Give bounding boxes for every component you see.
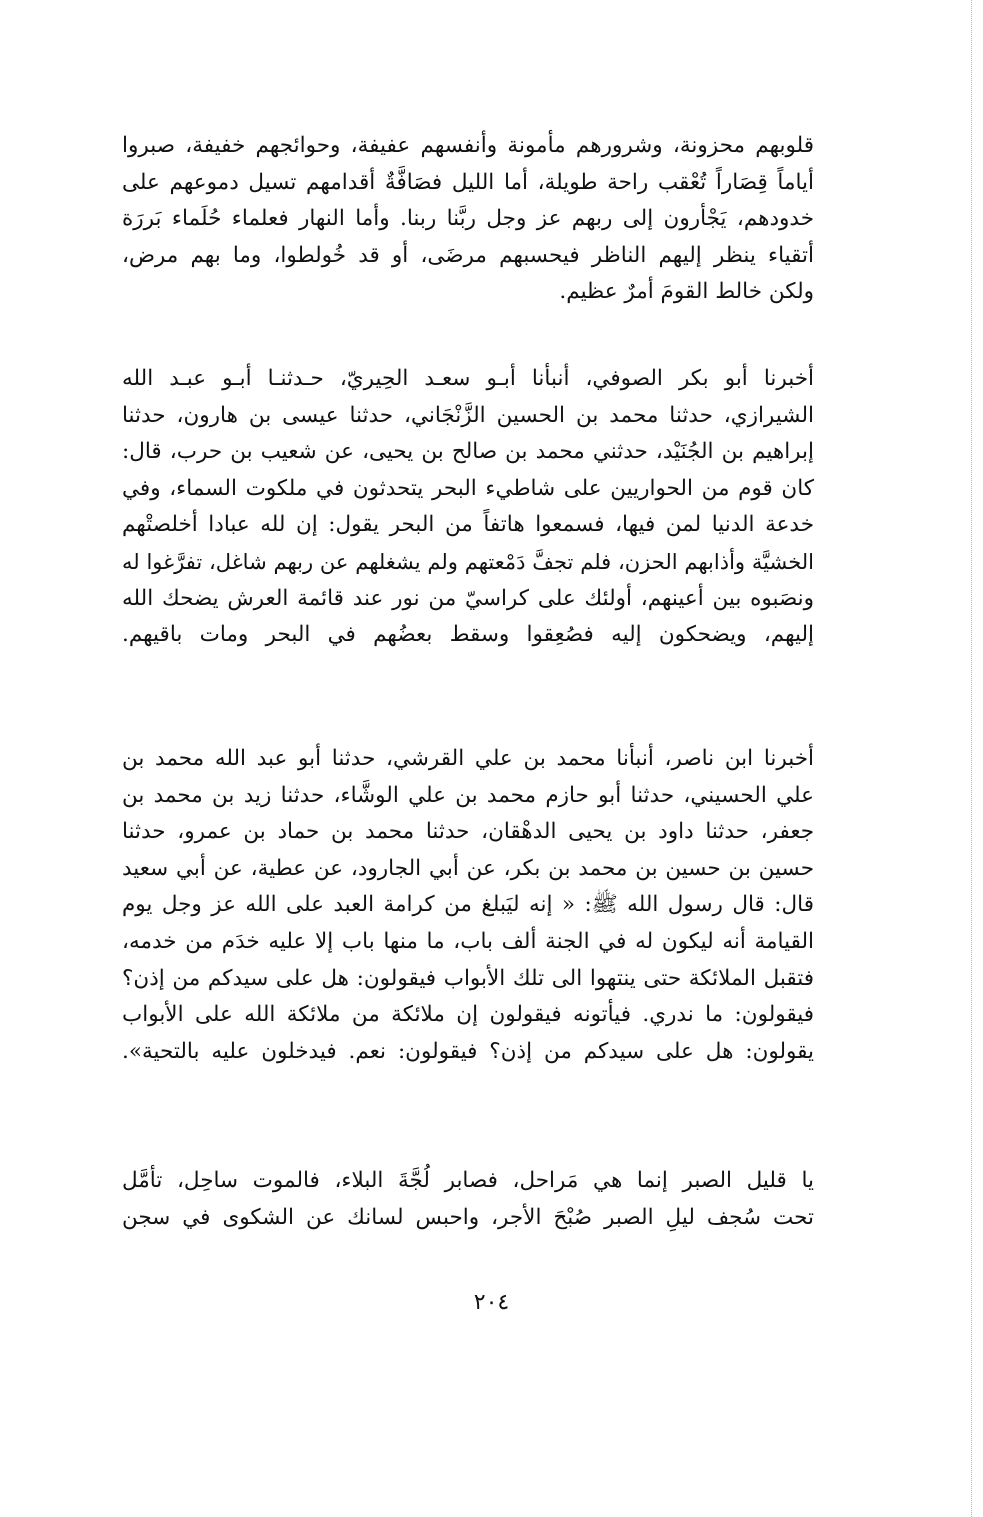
text-line: خدعة الدنيا لمن فيها، فسمعوا هاتفاً من البحر يقول: إن لله عبادا أخلصتْهم <box>122 512 814 538</box>
text-line: القيامة أنه ليكون له في الجنة ألف باب، ما منها باب إلا عليه خدَم من خدمه، <box>122 928 814 954</box>
text-line: يقولون: هل على سيدكم من إذن؟ فيقولون: نعم. فيدخلون عليه بالتحية». <box>122 1038 814 1064</box>
text-line: إبراهيم بن الجُنَيْد، حدثني محمد بن صالح بن يحيى، عن شعيب بن حرب، قال: <box>122 439 814 465</box>
text-line: ولكن خالط القومَ أمرٌ عظيم. <box>559 279 814 305</box>
text-line: الخشيَّة وأذابهم الحزن، فلم تجفَّ دَمْعتهم ولم يشغلهم عن ربهم شاغل، تفرَّغوا له <box>122 549 814 574</box>
text-line: علي الحسيني، حدثنا أبو حازم محمد بن علي الوشَّاء، حدثنا زيد بن محمد بن <box>122 782 814 808</box>
text-line: أتقياء ينظر إليهم الناظر فيحسبهم مرضَى، أو قد خُولطوا، وما بهم مرض، <box>122 242 814 268</box>
text-line: فيقولون: ما ندري. فيأتونه فيقولون إن ملائكة من ملائكة الله على الأبواب <box>122 1002 814 1028</box>
text-line: جعفر، حدثنا داود بن يحيى الدهْقان، حدثنا محمد بن حماد بن عمرو، حدثنا <box>122 819 814 845</box>
paragraph-1 <box>122 128 814 311</box>
text-line: كان قوم من الحواريين على شاطيء البحر يتحدثون في ملكوت السماء، وفي <box>122 475 814 501</box>
text-line: حسين بن حسين بن محمد بن بكر، عن أبي الجارود، عن عطية، عن أبي سعيد <box>122 855 814 881</box>
text-line: يا قليل الصبر إنما هي مَراحل، فصابر لُجَّةَ البلاء، فالموت ساحِل، تأمَّل <box>122 1168 814 1193</box>
text-line: إليهم، ويضحكون إليه فصُعِقوا وسقط بعضُهم في البحر ومات باقيهم. <box>122 622 814 648</box>
paragraph-4 <box>122 1163 814 1236</box>
text-line: أخبرنا أبو بكر الصوفي، أنبأنا أبـو سعـد الحِيريّ، حـدثنـا أبـو عبـد الله <box>122 366 814 391</box>
text-line: قال: قال رسول الله ﷺ: « إنه ليَبلغ من كرامة العبد على الله عز وجل يوم <box>122 892 814 918</box>
text-line: أخبرنا ابن ناصر، أنبأنا محمد بن علي القرشي، حدثنا أبو عبد الله محمد بن <box>122 746 814 771</box>
text-line: تحت سُجف ليلِ الصبر صُبْحَ الأجر، واحبس لسانك عن الشكوى في سجن <box>122 1204 814 1230</box>
page-number: ٢٠٤ <box>473 1290 510 1315</box>
text-line: قلوبهم محزونة، وشرورهم مأمونة وأنفسهم عفيفة، وحوائجهم خفيفة، صبروا <box>122 133 814 158</box>
text-line: ونصَبوه بين أعينهم، أولئك على كراسيّ من نور عند قائمة العرش يضحك الله <box>122 585 814 611</box>
paragraph-3 <box>122 741 814 1070</box>
text-line: أياماً قِصَاراً تُعْقب راحة طويلة، أما الليل فصَافَّةٌ أقدامهم تسيل دموعهم على <box>122 169 814 195</box>
paragraph-2 <box>122 361 814 654</box>
text-line: فتقبل الملائكة حتى ينتهوا الى تلك الأبواب فيقولون: هل على سيدكم من إذن؟ <box>122 965 814 991</box>
text-line: الشيرازي، حدثنا محمد بن الحسين الزَّنْجَاني، حدثنا عيسى بن هارون، حدثنا <box>122 402 814 428</box>
text-line: خدودهم، يَجْأرون إلى ربهم عز وجل ربَّنا ربنا. وأما النهار فعلماء حُلَماء بَررَة <box>122 206 814 232</box>
